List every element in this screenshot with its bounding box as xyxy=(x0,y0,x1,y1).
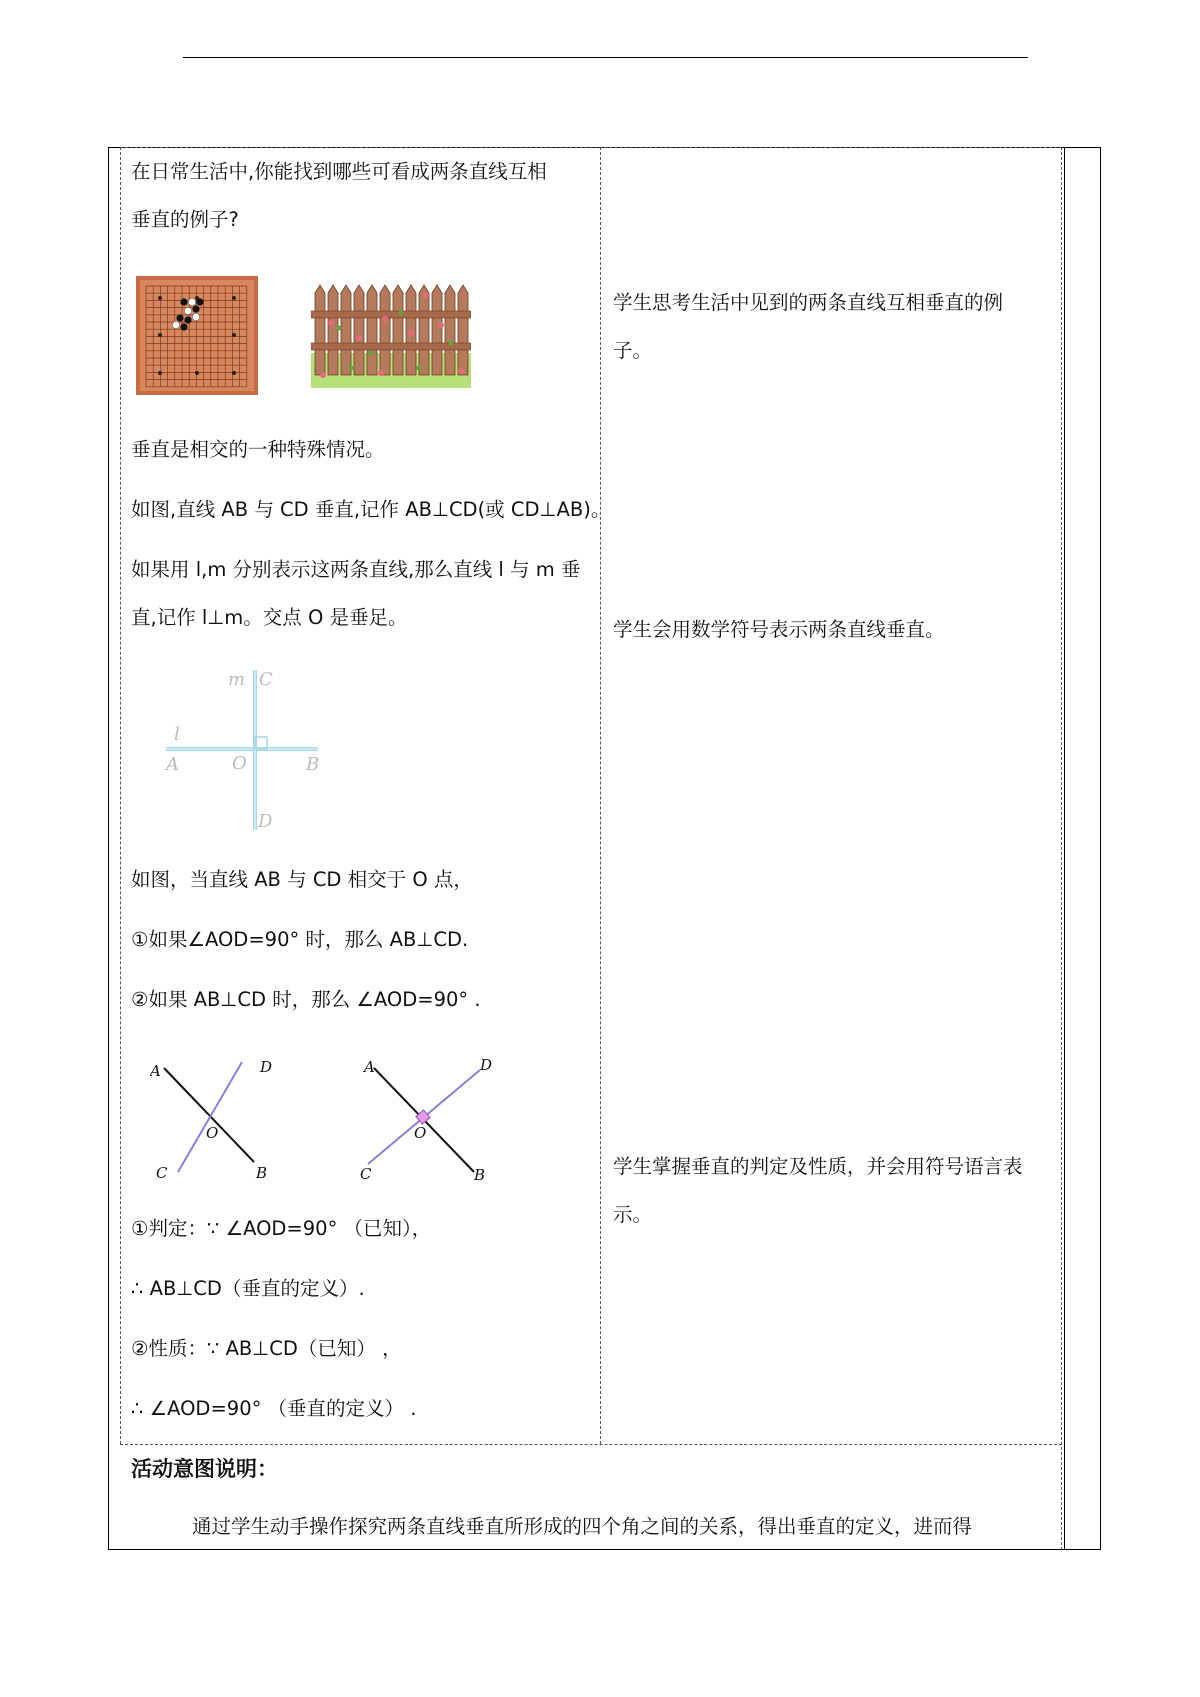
p-cond-1: ①如果∠AOD=90° 时，那么 AB⊥CD. xyxy=(131,928,469,951)
p-prop-1: ②性质：∵ AB⊥CD（已知） ， xyxy=(131,1337,402,1360)
left-label-D: D xyxy=(260,1058,273,1076)
label-C: C xyxy=(259,669,273,690)
cross-lines xyxy=(166,670,318,830)
column-divider-dashed xyxy=(600,147,601,1444)
cell-right-dashed xyxy=(1061,147,1062,1550)
intersect-figure-left xyxy=(150,1052,280,1182)
p-prop-2: ∴ ∠AOD=90° （垂直的定义） . xyxy=(131,1397,417,1420)
right-label-O: O xyxy=(414,1124,427,1142)
row-divider-dashed xyxy=(120,1444,1062,1445)
cross-figure xyxy=(160,665,330,835)
right-label-A: A xyxy=(364,1058,375,1076)
right-label-B: B xyxy=(474,1166,486,1184)
label-D: D xyxy=(258,811,273,832)
right-label-D: D xyxy=(480,1056,493,1074)
table-right-rule xyxy=(1064,147,1065,1550)
left-label-C: C xyxy=(156,1164,168,1182)
label-m: m xyxy=(228,669,246,690)
p-cond-2: ②如果 AB⊥CD 时，那么 ∠AOD=90° . xyxy=(131,988,481,1011)
p-lm-line-1: 如果用 l,m 分别表示这两条直线,那么直线 l 与 m 垂 xyxy=(131,558,581,581)
p-special: 垂直是相交的一种特殊情况。 xyxy=(131,438,385,461)
go-board-image xyxy=(136,276,258,395)
left-label-B: B xyxy=(256,1164,268,1182)
right-note-3-line-2: 示。 xyxy=(613,1203,653,1226)
left-label-O: O xyxy=(206,1124,219,1142)
right-note-3-line-1: 学生掌握垂直的判定及性质，并会用符号语言表 xyxy=(613,1155,1023,1178)
intent-heading: 活动意图说明： xyxy=(131,1457,278,1481)
label-B: B xyxy=(306,754,320,775)
right-note-1-line-1: 学生思考生活中见到的两条直线互相垂直的例 xyxy=(613,291,1004,314)
cell-left-dashed xyxy=(120,147,121,1444)
question-line-2: 垂直的例子? xyxy=(131,208,239,231)
label-A: A xyxy=(166,754,179,775)
question-line-1: 在日常生活中,你能找到哪些可看成两条直线互相 xyxy=(131,160,547,183)
right-note-2: 学生会用数学符号表示两条直线垂直。 xyxy=(613,618,945,641)
intent-text: 通过学生动手操作探究两条直线垂直所形成的四个角之间的关系，得出垂直的定义，进而得 xyxy=(192,1515,973,1538)
label-O: O xyxy=(232,753,247,774)
left-label-A: A xyxy=(150,1062,161,1080)
p-judge-1: ①判定：∵ ∠AOD=90° （已知）， xyxy=(131,1217,432,1240)
p-intersect: 如图，当直线 AB 与 CD 相交于 O 点， xyxy=(131,868,473,891)
fence-image xyxy=(311,283,471,388)
p-define: 如图,直线 AB 与 CD 垂直,记作 AB⊥CD(或 CD⊥AB)。 xyxy=(131,498,611,521)
right-label-C: C xyxy=(360,1165,372,1183)
header-rule xyxy=(183,57,1028,58)
p-judge-2: ∴ AB⊥CD（垂直的定义）. xyxy=(131,1277,365,1300)
intersect-figure-right xyxy=(360,1052,500,1187)
p-lm-line-2: 直,记作 l⊥m。交点 O 是垂足。 xyxy=(131,606,408,629)
cell-top-dashed xyxy=(120,147,1062,148)
label-l: l xyxy=(174,724,180,745)
right-note-1-line-2: 子。 xyxy=(613,339,653,362)
